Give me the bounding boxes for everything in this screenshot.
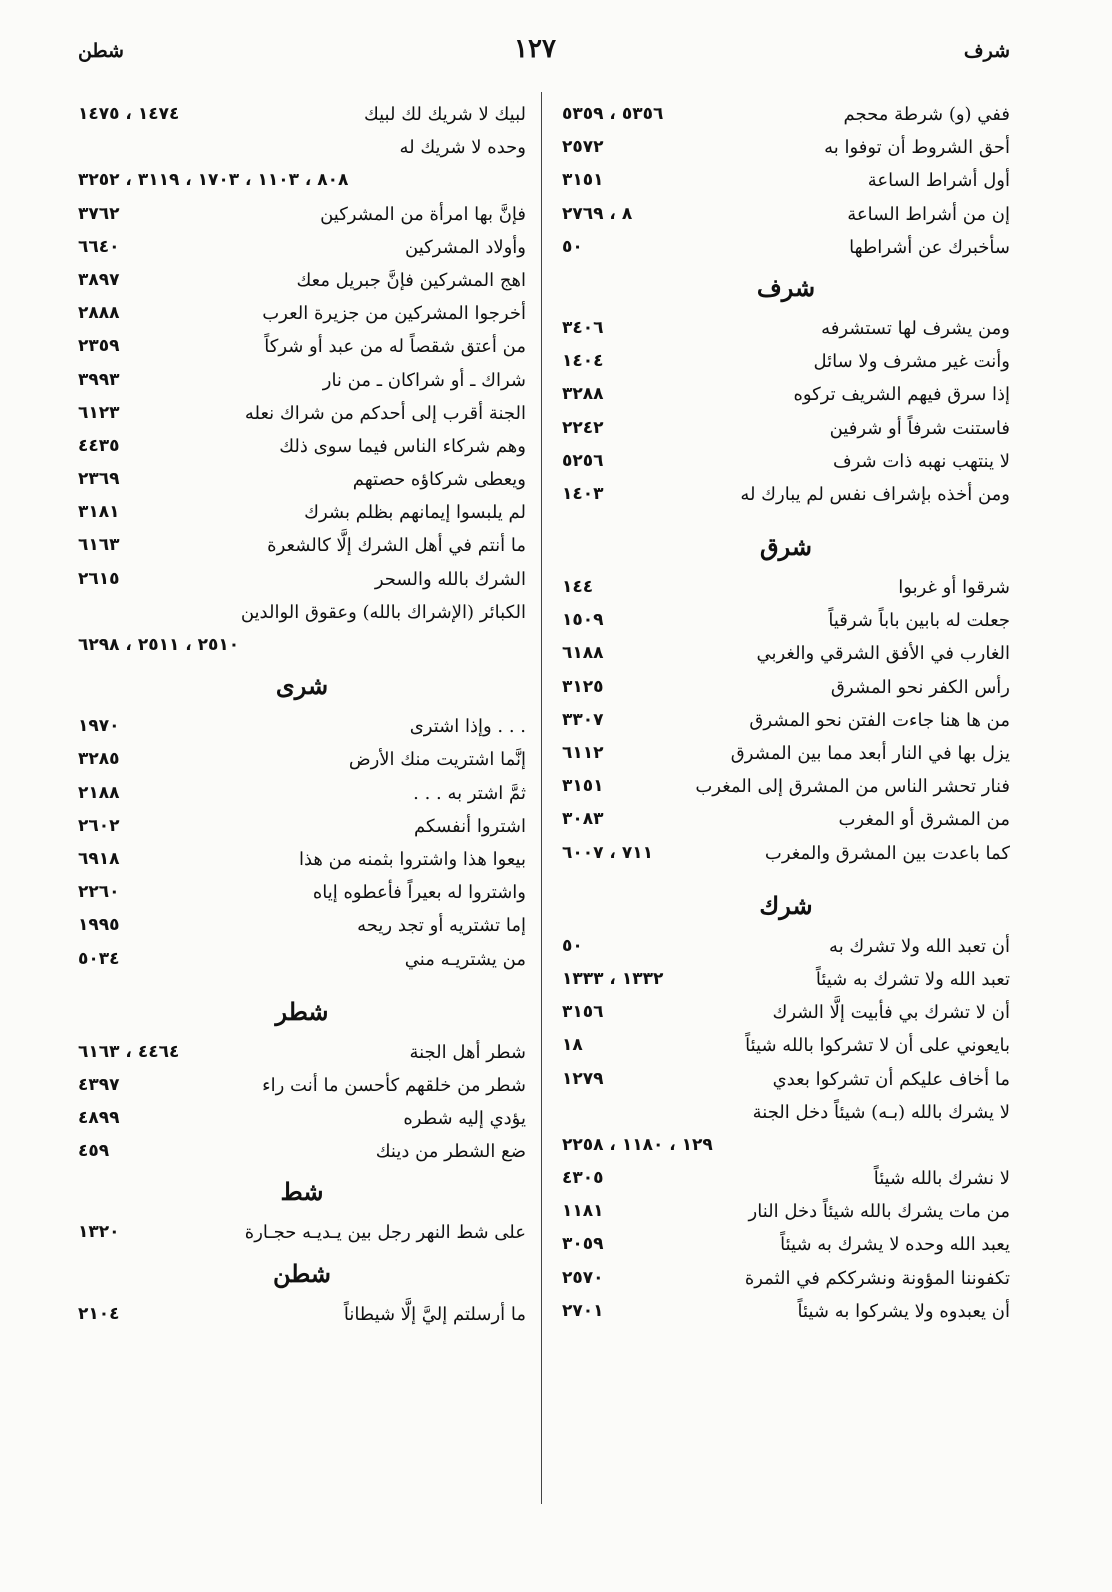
section-heading-sharaf: شرف [756,272,816,302]
entry-refs: ٣٠٨٣ [562,809,604,830]
entry-refs: ٣٨٩٧ [78,269,120,290]
entry-text: ومن يشرف لها تستشرفه [821,317,1010,339]
entry-refs: ١١٨١ [562,1201,604,1222]
index-entry [562,704,1010,737]
entry-refs: ٣١٥١ [562,776,604,797]
index-entry [78,943,526,976]
entry-refs: ٢٥٧٢ [562,137,604,158]
index-entry [562,345,1010,378]
index-entry [78,430,526,463]
column-divider [541,92,542,1504]
entry-text: شرقوا أو غربوا [898,577,1010,599]
entry-refs: ٣٩٩٣ [78,369,120,390]
entry-text: وأنت غير مشرف ولا سائل [813,351,1010,373]
entry-group [562,930,1010,1096]
entry-text: إنَّما اشتريت منك الأرض [348,749,526,771]
entry-text: لا ينتهب نهبه ذات شرف [832,450,1010,472]
entry-text: من أعتق شقصاً له من عبد أو شركاً [264,336,526,358]
index-entry [78,843,526,876]
index-entry [562,1295,1010,1328]
index-entry [562,478,1010,511]
index-entry [78,563,526,596]
entry-refs: ٤٨٩٩ [78,1108,120,1129]
index-entry [78,777,526,810]
index-entry [562,671,1010,704]
index-entry [562,98,1010,131]
entry-text: فنار تحشر الناس من المشرق إلى المغرب [695,776,1010,798]
entry-text: واشتروا له بعيراً فأعطوه إياه [312,882,526,904]
entry-text: الكبائر (الإشراك بالله) وعقوق الوالدين [240,601,526,623]
index-entry [562,996,1010,1029]
index-entry [78,1036,526,1069]
index-entry [562,637,1010,670]
entry-text: أن يعبدوه ولا يشركوا به شيئاً [797,1300,1010,1322]
entry-text: شراك ـ أو شراكان ـ من نار [322,369,526,391]
section-heading-shara: شرى [275,671,329,701]
entry-text: ومن أخذه بإشراف نفس لم يبارك له [740,483,1010,505]
entry-refs: ١٩٩٥ [78,915,120,936]
index-entry [78,529,526,562]
entry-text: من ها هنا جاءت الفتن نحو المشرق [749,709,1010,731]
index-entry [562,963,1010,996]
index-entry [562,198,1010,231]
entry-text: اشتروا أنفسكم [414,815,526,837]
entry-text: إذا سرق فيهم الشريف تركوه [793,384,1010,406]
entry-text: أحق الشروط أن توفوا به [824,137,1010,159]
entry-text: سأخبرك عن أشراطها [849,236,1010,258]
entry-refs: ١٣٣٢ ، ١٣٣٣ [562,968,664,989]
entry-group [562,98,1010,264]
entry-text: من مات يشرك بالله شيئاً دخل النار [748,1201,1010,1223]
entry-group [78,710,526,976]
entry-group [562,571,1010,870]
entry-refs: ٥٠٣٤ [78,948,120,969]
entry-text: بيعوا هذا واشتروا بثمنه من هذا [298,848,526,870]
entry-refs: ٣١٥١ [562,170,604,191]
entry-refs: ٣٢٨٥ [78,749,120,770]
index-entry [78,710,526,743]
index-entry [562,378,1010,411]
index-entry [78,397,526,430]
index-entry [562,770,1010,803]
entry-refs: ٣١٥٦ [562,1002,604,1023]
entry-refs: ٥٣٥٦ ، ٥٣٥٩ [562,104,664,124]
entry-group [562,1162,1010,1328]
index-entry [78,743,526,776]
index-entry [562,737,1010,770]
section-heading-shatr: شطر [275,996,329,1026]
index-entry [78,1102,526,1135]
entry-refs: ٢١٨٨ [78,782,120,803]
index-entry [78,264,526,297]
entry-refs: ٦١١٢ [562,743,604,763]
entry-text: لا يشرك بالله (بـه) شيئاً دخل الجنة [752,1101,1010,1123]
entry-refs: ١٩٧٠ [78,716,120,737]
entry-refs: ٧١١ ، ٦٠٠٧ [562,842,653,863]
index-entry [78,876,526,909]
entry-text: الغارب في الأفق الشرقي والغربي [756,643,1010,665]
entry-refs: ١٤٧٤ ، ١٤٧٥ [78,104,180,124]
entry-refs: ٢٦١٥ [78,568,120,589]
entry-refs: ٣٢٨٨ [562,384,604,405]
page-number: ١٢٧ [514,34,556,64]
entry-text: لبيك لا شريك لك لبيك [363,104,526,125]
entry-text: ويعطى شركاؤه حصتهم [352,469,526,491]
entry-refs: ٤٣٠٥ [562,1168,604,1189]
index-entry [78,1298,526,1331]
section-gap [78,976,526,988]
entry-refs: ٢٨٨٨ [78,303,120,324]
index-entry [78,496,526,529]
entry-text: أن تعبد الله ولا تشرك به [829,935,1010,957]
index-entry [78,1069,526,1102]
header-right-keyword: شرف [963,40,1010,62]
entry-text: رأس الكفر نحو المشرق [830,676,1010,698]
index-entry [562,131,1010,164]
entry-refs: ٣٧٦٢ [78,203,120,224]
index-entry [78,1216,526,1249]
entry-text: فإنَّ بها امرأة من المشركين [320,203,526,225]
entry-text: بايعوني على أن لا تشركوا بالله شيئاً [745,1035,1010,1057]
entry-text: ما أنتم في أهل الشرك إلَّا كالشعرة [267,535,526,557]
index-entry [562,1063,1010,1096]
entry-refs: ١٢٧٩ [562,1068,604,1089]
index-entry [562,837,1010,870]
section-gap [562,870,1010,882]
entry-refs: ٤٤٦٤ ، ٦١٦٣ [78,1041,180,1062]
index-entry [78,198,526,231]
index-entry [78,364,526,397]
entry-refs: ٦٦٤٠ [78,236,120,257]
entry-refs: ٦١٨٨ [562,643,604,664]
entry-refs: ١٣٢٠ [78,1222,120,1243]
index-entry [78,231,526,264]
index-entry [562,312,1010,345]
entry-refs: ١٤٠٣ [562,483,604,504]
entry-group [562,312,1010,511]
entry-group [78,1036,526,1169]
entry-refs: ٣٠٥٩ [562,1234,604,1255]
entry-refs: ٣٣٠٧ [562,709,604,730]
entry-refs: ١٥٠٩ [562,610,604,631]
entry-refs: ٨ ، ٢٧٦٩ [562,203,633,224]
entry-text: أخرجوا المشركين من جزيرة العرب [262,303,526,325]
index-entry [562,571,1010,604]
entry-text: يؤدي إليه شطره [403,1108,526,1130]
entry-text: من يشتريـه مني [404,948,526,970]
section-heading-shatt: شط [280,1177,324,1207]
index-entry [78,463,526,496]
entry-refs: ٥٠ [562,236,583,257]
index-entry [562,803,1010,836]
entry-refs: ٢٥٧٠ [562,1267,604,1288]
entry-refs: ٢٢٦٠ [78,882,120,903]
index-entry [562,412,1010,445]
entry-refs: ٢٣٦٩ [78,469,120,490]
entry-refs: ٢١٠٤ [78,1303,120,1324]
section-gap [562,511,1010,523]
index-entry [562,1195,1010,1228]
entry-text: يعبد الله وحده لا يشرك به شيئاً [780,1234,1010,1256]
index-entry [562,1262,1010,1295]
index-entry [78,909,526,942]
entry-refs: ١٢٩ ، ١١٨٠ ، ٢٢٥٨ [562,1134,713,1155]
index-entry [562,1029,1010,1062]
section-heading-sharq: شرق [760,532,812,562]
index-entry [562,930,1010,963]
entry-text: ثمَّ اشتر به . . . [413,782,526,804]
entry-refs: ٤٤٣٥ [78,435,120,456]
entry-text: ضع الشطر من دينك [375,1141,526,1163]
entry-text: جعلت له بابين باباً شرقياً [828,610,1010,632]
entry-refs: ٤٥٩ [78,1141,110,1162]
entry-text: شطر من خلقهم كأحسن ما أنت راء [262,1074,526,1096]
right-column [562,98,1010,1328]
section-heading-shatan: شطن [272,1258,332,1288]
entry-text: إن من أشراط الساعة [847,203,1010,225]
entry-refs: ٥٠ [562,935,583,956]
entry-refs: ٨٠٨ ، ١١٠٣ ، ١٧٠٣ ، ٣١١٩ ، ٣٢٥٢ [78,170,349,191]
entry-refs: ٢٢٤٢ [562,417,604,438]
index-entry [78,810,526,843]
index-entry [562,1162,1010,1195]
entry-refs: ٢٧٠١ [562,1300,604,1321]
left-column [78,98,526,1331]
entry-refs: ٢٥١٠ ، ٢٥١١ ، ٦٢٩٨ [78,635,240,655]
entry-text: من المشرق أو المغرب [838,809,1010,831]
index-entry [78,98,526,131]
entry-group [78,1298,526,1331]
index-entry [78,330,526,363]
entry-refs: ٥٢٥٦ [562,450,604,471]
index-entry [562,604,1010,637]
entry-refs: ١٤٠٤ [562,351,604,372]
entry-text: كما باعدت بين المشرق والمغرب [764,842,1010,864]
entry-text: يزل بها في النار أبعد مما بين المشرق [730,743,1010,764]
entry-refs: ٦١٢٣ [78,402,120,423]
entry-refs: ٤٣٩٧ [78,1074,120,1095]
entry-group [78,198,526,596]
entry-text: على شط النهر رجل بين يـديـه حجـارة [244,1222,526,1244]
index-entry [562,1228,1010,1261]
entry-text: لم يلبسوا إيمانهم بظلم بشرك [304,502,526,524]
entry-text: وأولاد المشركين [405,236,526,258]
entry-refs: ٣١٢٥ [562,676,604,697]
entry-text: شطر أهل الجنة [409,1041,526,1063]
entry-text: وحده لا شريك له [399,137,526,159]
entry-text: اهج المشركين فإنَّ جبريل معك [296,269,526,291]
entry-text: تكفوننا المؤونة ونشرككم في الثمرة [744,1267,1010,1289]
entry-text: ما أخاف عليكم أن تشركوا بعدي [772,1068,1010,1090]
entry-refs: ٦١٦٣ [78,535,120,556]
index-entry [562,164,1010,197]
index-entry [562,231,1010,264]
entry-text: وهم شركاء الناس فيما سوى ذلك [279,435,526,457]
entry-refs: ٣٤٠٦ [562,317,604,338]
entry-text: . . . وإذا اشترى [409,716,526,738]
entry-text: الجنة أقرب إلى أحدكم من شراك نعله [244,402,526,424]
entry-refs: ٢٦٠٢ [78,815,120,836]
index-entry [562,445,1010,478]
entry-text: ففي (و) شرطة محجم [843,104,1010,125]
entry-text: الشرك بالله والسحر [374,568,526,590]
page-header [60,34,1010,80]
entry-text: أن لا تشرك بي فأبيت إلَّا الشرك [772,1002,1010,1024]
entry-refs: ٢٣٥٩ [78,336,120,357]
entry-refs: ٣١٨١ [78,502,120,523]
header-left-keyword: شطن [78,40,124,62]
entry-refs: ١٨ [562,1035,583,1056]
entry-text: تعبد الله ولا تشرك به شيئاً [815,968,1010,990]
entry-refs: ٦٩١٨ [78,848,120,869]
entry-text: إما تشتريه أو تجد ريحه [357,915,526,937]
section-heading-shirk: شرك [759,890,813,920]
entry-text: ما أرسلتم إليَّ إلَّا شيطاناً [343,1303,526,1325]
entry-refs: ١٤٤ [562,577,594,598]
index-entry [78,1135,526,1168]
index-entry [78,297,526,330]
entry-text: لا نشرك بالله شيئاً [873,1168,1010,1190]
entry-text: أول أشراط الساعة [867,170,1010,192]
entry-text: فاستنت شرفاً أو شرفين [829,417,1010,439]
